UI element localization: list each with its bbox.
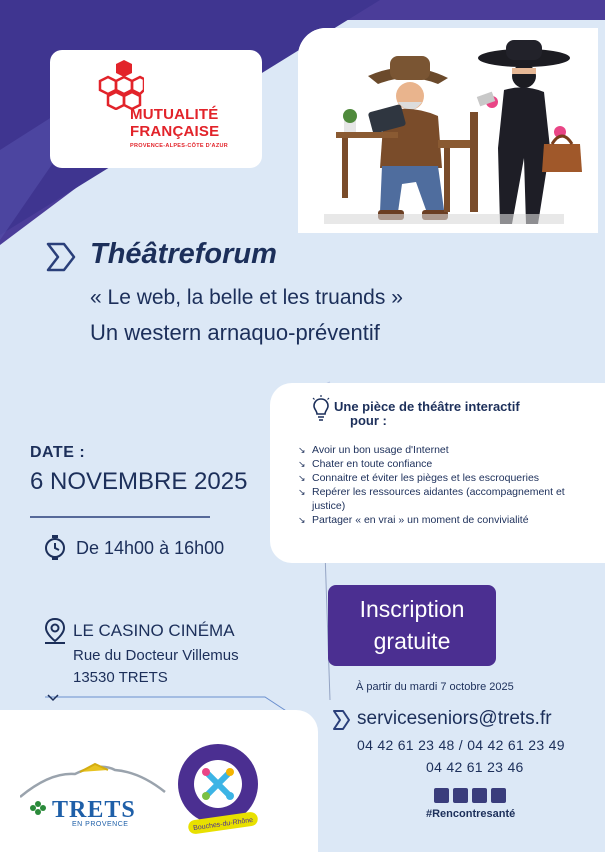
info-bullet: ↘ Repérer les ressources aidantes (accompagnement et justice)	[298, 485, 598, 513]
event-subtitle-line2: Un western arnaquo-préventif	[90, 320, 380, 345]
contact-phone-line2: 04 42 61 23 46	[426, 759, 524, 775]
lightbulb-icon	[311, 395, 331, 421]
facebook-icon[interactable]	[434, 788, 449, 803]
location-address-line2: 13530 TRETS	[73, 669, 168, 686]
location-name: LE CASINO CINÉMA	[73, 621, 235, 640]
info-title	[334, 400, 584, 428]
hashtag: #Rencontresanté	[426, 808, 516, 820]
location-address-line1: Rue du Docteur Villemus	[73, 647, 239, 664]
info-bullet-list	[298, 443, 598, 527]
chevron-right-small-icon	[332, 709, 352, 731]
event-title: Théâtreforum	[90, 238, 277, 270]
event-time: De 14h00 à 16h00	[76, 538, 225, 558]
chevron-right-icon	[44, 240, 78, 274]
clock-icon	[42, 533, 68, 561]
contact-email[interactable]: serviceseniors@trets.fr	[357, 708, 552, 729]
info-title-line1: Une pièce de théâtre interactif	[334, 399, 520, 414]
registration-line1: Inscription	[359, 596, 465, 622]
logo-name-line2: FRANÇAISE	[130, 123, 220, 140]
contact-phone-line1: 04 42 61 23 48 / 04 42 61 23 49	[357, 737, 565, 753]
map-pin-icon	[42, 617, 68, 645]
svg-text:Bouches-du-Rhône: Bouches-du-Rhône	[192, 816, 254, 833]
date-label: DATE :	[30, 444, 86, 461]
social-icons	[434, 788, 506, 803]
date-value: 6 NOVEMBRE 2025	[30, 468, 248, 495]
linkedin-icon[interactable]	[491, 788, 506, 803]
registration-line2: gratuite	[373, 628, 451, 654]
trets-mountain-logo	[20, 752, 170, 802]
youtube-icon[interactable]	[472, 788, 487, 803]
trets-logo-subtitle: EN PROVENCE	[72, 821, 129, 828]
registration-banner	[328, 585, 496, 666]
clover-icon	[27, 800, 49, 816]
registration-text	[328, 593, 496, 657]
registration-start-date: À partir du mardi 7 octobre 2025	[356, 681, 514, 693]
mutualite-hexagon-icon	[94, 58, 144, 110]
trets-logo-text: TRETS	[52, 797, 136, 823]
bluesky-icon[interactable]	[453, 788, 468, 803]
event-subtitle-line1: « Le web, la belle et les truands »	[90, 286, 403, 309]
info-bullet: ↘ Chater en toute confiance	[298, 457, 598, 471]
info-title-line2: pour :	[350, 413, 387, 428]
logo-region: PROVENCE-ALPES-CÔTE D'AZUR	[130, 143, 229, 149]
info-bullet: ↘ Avoir un bon usage d'Internet	[298, 443, 598, 457]
illustration-card	[298, 28, 598, 233]
chevron-down-icon	[46, 692, 60, 704]
info-bullet: ↘ Connaitre et éviter les pièges et les escroqueries	[298, 471, 598, 485]
western-illustration	[298, 28, 598, 233]
logo-name-line1: MUTUALITÉ	[130, 106, 219, 123]
commission-financeurs-logo	[174, 740, 270, 840]
info-bullet: ↘ Partager « en vrai » un moment de convivialité	[298, 513, 598, 527]
